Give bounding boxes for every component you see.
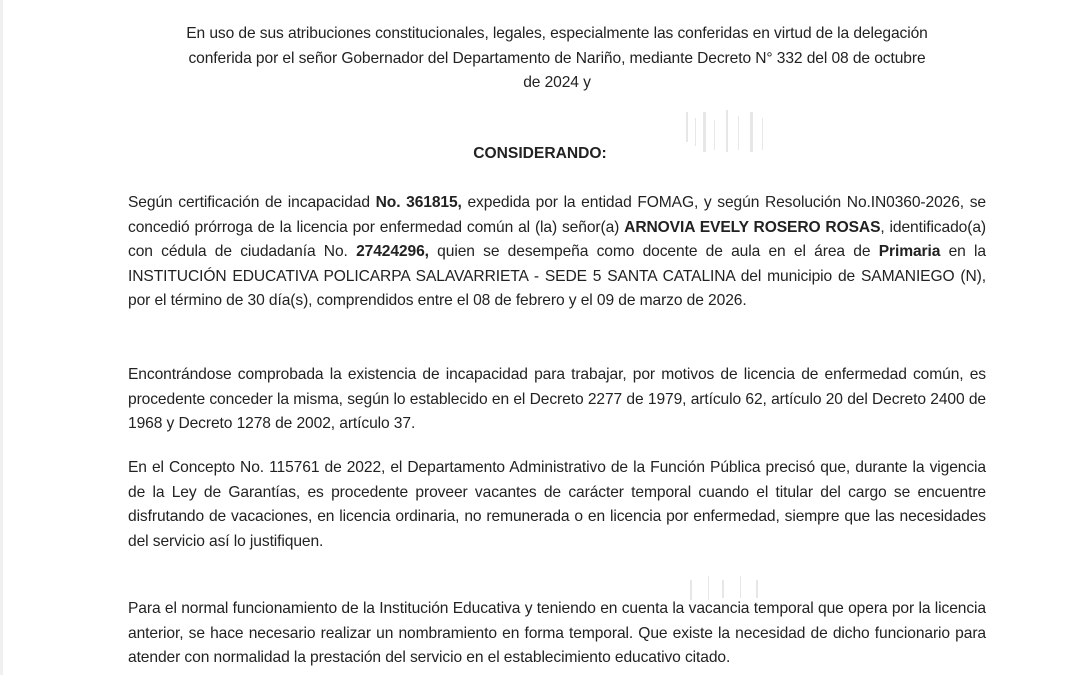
- para1-text-3: , identificado(a) con cédula de ciudadanía No.: [128, 218, 986, 261]
- para1-text-1: Según certificación de incapacidad: [128, 194, 376, 211]
- incapacity-number: No. 361815,: [375, 194, 462, 211]
- para1-text-5: en la INSTITUCIÓN EDUCATIVA POLICARPA SALAVARRIETA - SEDE 5 SANTA CATALINA del municipio de SAMANIEGO (N), por el término de 30 día(s), comprendidos entre el 08 de febrero y el 09 de marzo de 2026.: [128, 243, 986, 310]
- intro-paragraph: [128, 22, 986, 96]
- intro-line-2: conferida por el señor Gobernador del Departamento de Nariño, mediante Decreto N° 332 del 08 de octubre: [188, 49, 926, 67]
- considerando-paragraph-2: Encontrándose comprobada la existencia de incapacidad para trabajar, por motivos de licencia de enfermedad común, es procedente conceder la misma, según lo establecido en el Decreto 2277 de 1979, artículo 62, artículo 20 del Decreto 2400 de 1968 y Decreto 1278 de 2002, artículo 37.: [128, 366, 986, 433]
- intro-line-1: En uso de sus atribuciones constitucionales, legales, especialmente las conferidas en virtud de la delegación: [186, 25, 928, 42]
- scan-artifact: [722, 580, 724, 598]
- scan-artifact: [686, 112, 688, 142]
- section-heading: CONSIDERANDO:: [473, 145, 607, 162]
- scan-artifact: [756, 580, 758, 598]
- scan-artifact: [0, 0, 3, 675]
- para1-text-2: expedida por la entidad FOMAG, y según Resolución No.IN0360-2026, se concedió prórroga de la licencia por enfermedad común al (la) señor(a): [128, 194, 986, 236]
- person-name: ARNOVIA EVELY ROSERO ROSAS: [624, 218, 881, 236]
- id-number: 27424296,: [356, 243, 429, 261]
- para1-text-4: quien se desempeña como docente de aula en el área de: [428, 243, 879, 261]
- considerando-paragraph-1: [128, 191, 986, 314]
- intro-line-3: de 2024 y: [523, 74, 591, 92]
- considerando-paragraph-3: En el Concepto No. 115761 de 2022, el Departamento Administrativo de la Función Pública precisó que, durante la vigencia de la Ley de Garantías, es procedente proveer vacantes de carácter temporal cuando el titular del cargo se encuentre disfrutando de vacaciones, en licencia ordinaria, no remunerada o en licencia por enfermedad, siempre que las necesidades del servicio así lo justifiquen.: [128, 459, 986, 550]
- area-name: Primaria: [878, 243, 941, 261]
- scan-artifact: [740, 576, 741, 598]
- considerando-paragraph-4: Para el normal funcionamiento de la Institución Educativa y teniendo en cuenta la vacancia temporal que opera por la licencia anterior, se hace necesario realizar un nombramiento en forma temporal. Que existe la necesidad de dicho funcionario para atender con normalidad la prestación del servicio en el establecimiento educativo citado.: [128, 600, 986, 667]
